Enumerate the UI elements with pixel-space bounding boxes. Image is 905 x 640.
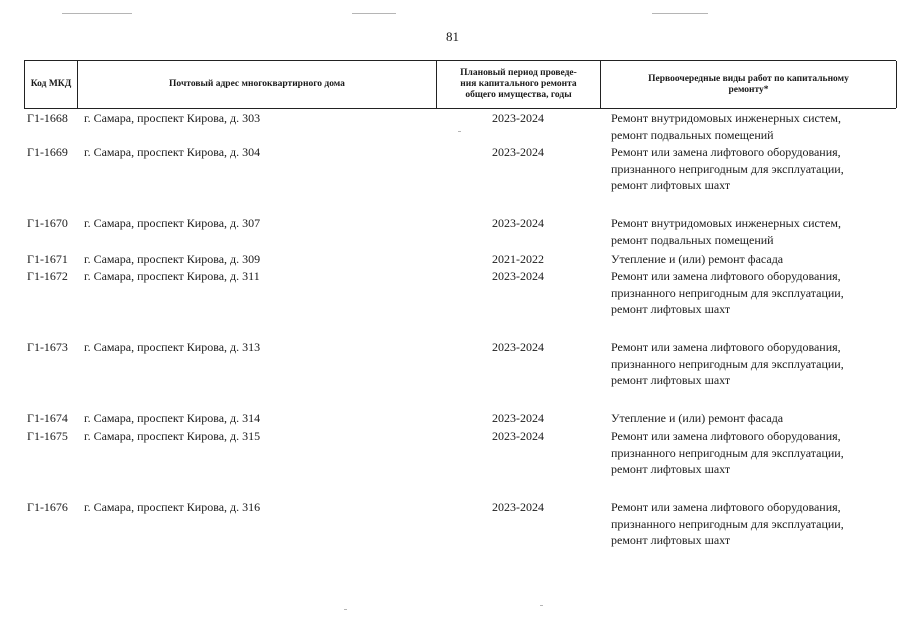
repair-work-line: ремонт лифтовых шахт — [611, 373, 731, 387]
repair-period: 2023-2024 — [492, 145, 544, 159]
repair-works — [611, 215, 896, 248]
repair-works — [611, 428, 896, 478]
repair-works — [611, 339, 896, 389]
house-address: г. Самара, проспект Кирова, д. 304 — [84, 145, 261, 159]
scan-artifact — [652, 13, 708, 14]
repair-work-line: Ремонт внутридомовых инженерных систем, — [611, 216, 841, 230]
house-address: г. Самара, проспект Кирова, д. 309 — [84, 252, 261, 266]
repair-period: 2021-2022 — [492, 252, 544, 266]
repair-work-line: признанного непригодным для эксплуатации, — [611, 445, 844, 460]
repair-works — [611, 268, 896, 318]
repair-period: 2023-2024 — [492, 216, 544, 230]
mkd-code: Г1-1673 — [27, 340, 68, 354]
scan-artifact — [458, 131, 461, 132]
repair-work-line: ремонт подвальных помещений — [611, 232, 774, 247]
mkd-code: Г1-1668 — [27, 111, 68, 125]
mkd-code: Г1-1669 — [27, 145, 68, 159]
mkd-code: Г1-1672 — [27, 269, 68, 283]
house-address: г. Самара, проспект Кирова, д. 314 — [84, 411, 261, 425]
repair-period: 2023-2024 — [492, 111, 544, 125]
repair-work-line: признанного непригодным для эксплуатации, — [611, 516, 844, 531]
house-address: г. Самара, проспект Кирова, д. 313 — [84, 340, 261, 354]
repair-period: 2023-2024 — [492, 340, 544, 354]
repair-period: 2023-2024 — [492, 429, 544, 443]
header-period-line: ния капитального ремонта — [460, 79, 577, 89]
repair-period: 2023-2024 — [492, 269, 544, 283]
header-period-line: Плановый период проведе- — [460, 68, 577, 78]
house-address: г. Самара, проспект Кирова, д. 303 — [84, 111, 261, 125]
header-works-line: Первоочередные виды работ по капитальному — [648, 73, 849, 84]
repair-work-line: Утепление и (или) ремонт фасада — [611, 411, 784, 425]
repair-work-line: Ремонт внутридомовых инженерных систем, — [611, 111, 841, 125]
repair-works — [611, 499, 896, 549]
repair-work-line: признанного непригодным для эксплуатации, — [611, 285, 844, 300]
repair-works — [611, 410, 896, 427]
mkd-code: Г1-1676 — [27, 500, 68, 514]
header-period — [437, 61, 601, 108]
capital-repair-table — [24, 60, 896, 547]
scan-artifact — [344, 609, 347, 610]
repair-work-line: ремонт лифтовых шахт — [611, 302, 731, 316]
repair-work-line: Ремонт или замена лифтового оборудования, — [611, 500, 841, 514]
header-address: Почтовый адрес многоквартирного дома — [78, 61, 437, 108]
scan-artifact — [352, 13, 396, 14]
repair-work-line: признанного непригодным для эксплуатации, — [611, 356, 844, 371]
repair-work-line: Утепление и (или) ремонт фасада — [611, 252, 784, 266]
house-address: г. Самара, проспект Кирова, д. 307 — [84, 216, 261, 230]
repair-works — [611, 110, 896, 143]
repair-work-line: Ремонт или замена лифтового оборудования, — [611, 145, 841, 159]
mkd-code: Г1-1671 — [27, 252, 68, 266]
repair-work-line: признанного непригодным для эксплуатации, — [611, 161, 844, 176]
header-code: Код МКД — [25, 61, 78, 108]
repair-period: 2023-2024 — [492, 411, 544, 425]
repair-works — [611, 144, 896, 194]
repair-work-line: ремонт лифтовых шахт — [611, 533, 731, 547]
repair-work-line: Ремонт или замена лифтового оборудования, — [611, 429, 841, 443]
house-address: г. Самара, проспект Кирова, д. 315 — [84, 429, 261, 443]
repair-work-line: ремонт подвальных помещений — [611, 127, 774, 142]
page-number: 81 — [446, 29, 459, 44]
mkd-code: Г1-1675 — [27, 429, 68, 443]
repair-work-line: ремонт лифтовых шахт — [611, 178, 731, 192]
repair-period: 2023-2024 — [492, 500, 544, 514]
mkd-code: Г1-1674 — [27, 411, 68, 425]
mkd-code: Г1-1670 — [27, 216, 68, 230]
house-address: г. Самара, проспект Кирова, д. 316 — [84, 500, 261, 514]
table-header — [24, 60, 896, 109]
repair-work-line: Ремонт или замена лифтового оборудования, — [611, 340, 841, 354]
repair-work-line: ремонт лифтовых шахт — [611, 462, 731, 476]
scan-artifact — [62, 13, 132, 14]
repair-work-line: Ремонт или замена лифтового оборудования, — [611, 269, 841, 283]
header-works-line: ремонту* — [728, 84, 769, 95]
scan-artifact — [540, 605, 543, 606]
header-period-line: общего имущества, годы — [465, 90, 572, 100]
repair-works — [611, 251, 896, 268]
header-works — [601, 61, 897, 108]
house-address: г. Самара, проспект Кирова, д. 311 — [84, 269, 260, 283]
